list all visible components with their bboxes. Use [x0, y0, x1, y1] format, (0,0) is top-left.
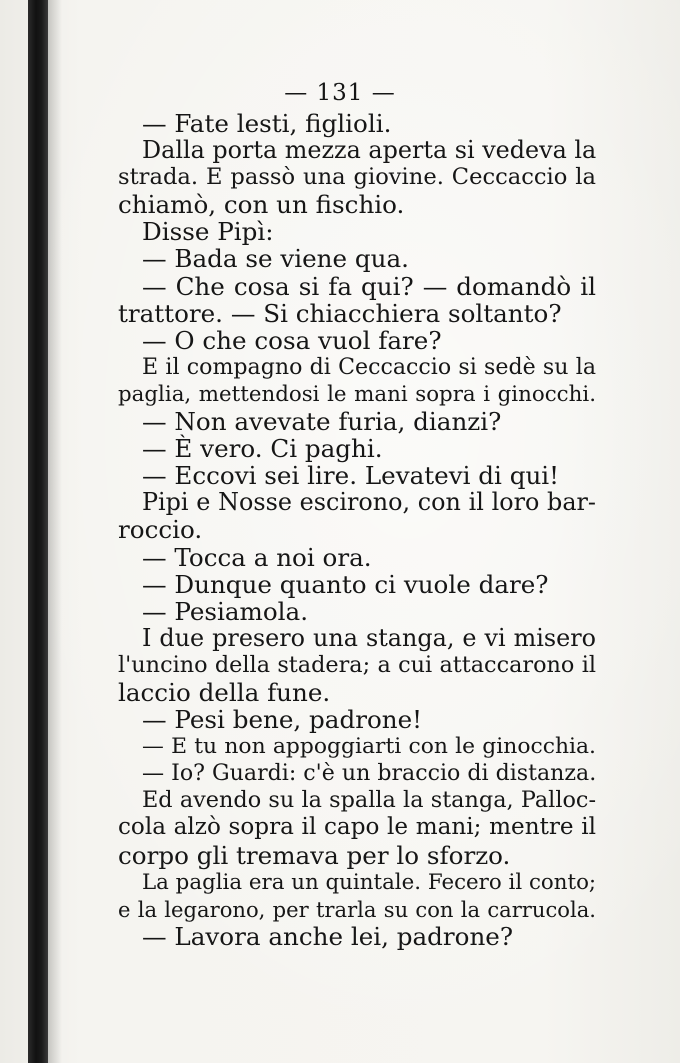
- text-line: — Lavora anche lei, padrone?: [142, 921, 514, 951]
- page-number: — 131 —: [284, 80, 396, 106]
- text-line: Pipi e Nosse escirono, con il loro bar-: [142, 488, 596, 517]
- text-line: Disse Pipì:: [142, 217, 274, 247]
- binding-shadow: [48, 0, 62, 1063]
- text-line: trattore. — Si chiacchiera soltanto?: [118, 298, 562, 328]
- text-line: — Io? Guardi: c'è un braccio di distanza.: [142, 760, 597, 787]
- text-line: — Pesiamola.: [142, 596, 309, 626]
- text-line: E il compagno di Ceccaccio si sedè su la: [142, 353, 596, 380]
- text-line: l'uncino della stadera; a cui attaccarono il: [118, 651, 596, 678]
- page-text-block: [118, 110, 596, 950]
- text-line: e la legarono, per trarla su con la carrucola.: [118, 896, 596, 922]
- text-line: — È vero. Ci paghi.: [142, 434, 383, 464]
- text-line: cola alzò sopra il capo le mani; mentre il: [118, 814, 596, 841]
- text-line: — Eccovi sei lire. Levatevi di qui!: [142, 461, 560, 491]
- text-line: corpo gli tremava per lo sforzo.: [118, 840, 511, 870]
- book-binding-edge: [28, 0, 48, 1063]
- text-line: — Dunque quanto ci vuole dare?: [142, 569, 549, 599]
- text-line: — Bada se viene qua.: [142, 244, 409, 274]
- text-line: paglia, mettendosi le mani sopra i ginocchi.: [118, 381, 596, 407]
- text-line: — Tocca a noi ora.: [142, 542, 372, 572]
- text-line: laccio della fune.: [118, 677, 331, 707]
- text-line: I due presero una stanga, e vi misero: [142, 623, 596, 652]
- text-line: — O che cosa vuol fare?: [142, 325, 442, 355]
- text-line: chiamò, con un fischio.: [118, 190, 405, 220]
- text-line: — Che cosa si fa qui? — domandò il: [142, 271, 596, 301]
- text-line: roccio.: [118, 515, 203, 545]
- text-line: — E tu non appoggiarti con le ginocchia.: [142, 734, 596, 760]
- text-line: La paglia era un quintale. Fecero il conto;: [142, 869, 597, 895]
- text-line: — Fate lesti, figlioli.: [142, 109, 392, 138]
- text-line: — Non avevate furia, dianzi?: [142, 407, 502, 437]
- text-line: Ed avendo su la spalla la stanga, Palloc-: [142, 787, 596, 814]
- text-line: — Pesi bene, padrone!: [142, 705, 423, 735]
- text-line: Dalla porta mezza aperta si vedeva la: [142, 136, 597, 165]
- text-line: strada. E passò una giovine. Ceccaccio la: [118, 164, 596, 191]
